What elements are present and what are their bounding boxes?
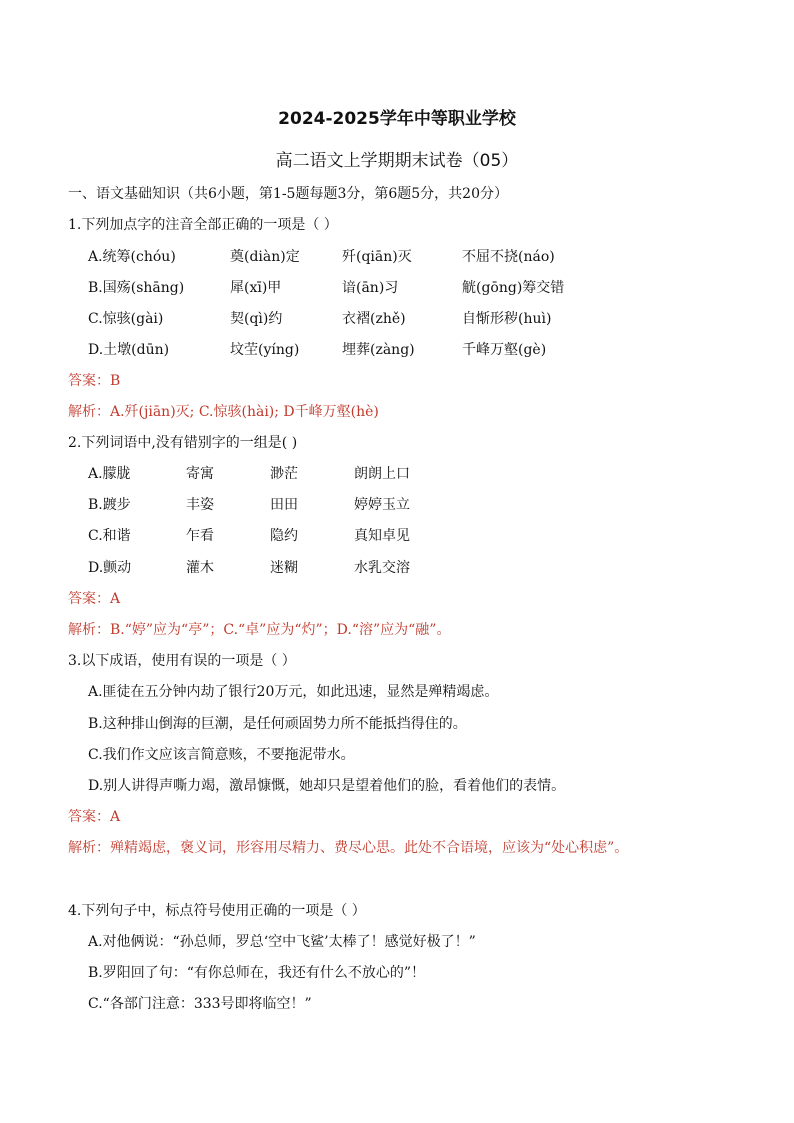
question-3-analysis: 解析：殚精竭虑，褒义词，形容用尽精力、费尽心思。此处不合语境，应该为“处心积虑”。 bbox=[68, 840, 629, 856]
question-2-answer: 答案：A bbox=[68, 591, 121, 607]
question-1-analysis: 解析：A.歼(jiān)灭; C.惊骇(hài); D千峰万壑(hè) bbox=[68, 404, 379, 420]
question-4-option-c: C.“各部门注意：333号即将临空！” bbox=[88, 996, 312, 1012]
option-cell: 犀(xī)甲 bbox=[230, 280, 282, 296]
option-cell: 契(qì)约 bbox=[230, 311, 283, 327]
question-2-analysis: 解析：B.“婷”应为“亭”；C.“卓”应为“灼”；D.“溶”应为“融”。 bbox=[68, 622, 451, 638]
question-1-stem: 1.下列加点字的注音全部正确的一项是（ ） bbox=[68, 217, 338, 233]
question-2-stem: 2.下列词语中,没有错别字的一组是( ) bbox=[68, 435, 298, 451]
option-cell: 觥(gōng)筹交错 bbox=[462, 280, 565, 296]
option-cell: 埋葬(zàng) bbox=[342, 342, 415, 358]
option-cell: 自惭形秽(huì) bbox=[462, 311, 552, 327]
question-1-answer: 答案：B bbox=[68, 373, 121, 389]
question-4-option-b: B.罗阳回了句：“有你总师在，我还有什么不放心的”！ bbox=[88, 965, 426, 981]
exam-title: 2024-2025学年中等职业学校 bbox=[278, 109, 516, 129]
option-cell: A.朦胧 bbox=[88, 466, 131, 482]
question-4-option-a: A.对他俩说：“孙总师，罗总‘空中飞鲨’太棒了！感觉好极了！” bbox=[88, 934, 476, 950]
option-cell: 不屈不挠(náo) bbox=[462, 249, 555, 265]
option-cell: 千峰万壑(gè) bbox=[462, 342, 547, 358]
option-cell: 隐约 bbox=[270, 528, 298, 544]
option-cell: A.统筹(chóu) bbox=[88, 249, 176, 265]
section-heading: 一、语文基础知识（共6小题，第1-5题每题3分，第6题5分，共20分） bbox=[68, 186, 508, 202]
option-cell: 迷糊 bbox=[270, 560, 298, 576]
question-3-option-b: B.这种排山倒海的巨潮，是任何顽固势力所不能抵挡得住的。 bbox=[88, 716, 467, 732]
question-4-stem: 4.下列句子中，标点符号使用正确的一项是（ ） bbox=[68, 903, 366, 919]
question-3-answer: 答案：A bbox=[68, 809, 121, 825]
option-cell: 衣褶(zhě) bbox=[342, 311, 406, 327]
option-cell: D.土墩(dūn) bbox=[88, 342, 170, 358]
option-cell: 坟茔(yíng) bbox=[230, 342, 300, 358]
option-cell: C.和谐 bbox=[88, 528, 131, 544]
option-cell: 渺茫 bbox=[270, 466, 298, 482]
option-cell: 真知卓见 bbox=[354, 528, 410, 544]
option-cell: 婷婷玉立 bbox=[354, 497, 410, 513]
option-cell: 灌木 bbox=[186, 560, 214, 576]
option-cell: 奠(diàn)定 bbox=[230, 249, 300, 265]
question-3-option-c: C.我们作文应该言简意赅，不要拖泥带水。 bbox=[88, 747, 355, 763]
option-cell: B.踱步 bbox=[88, 497, 131, 513]
option-cell: 歼(qiān)灭 bbox=[342, 249, 412, 265]
exam-subtitle: 高二语文上学期期末试卷（05） bbox=[275, 151, 519, 171]
option-cell: 朗朗上口 bbox=[354, 466, 410, 482]
question-3-stem: 3.以下成语，使用有误的一项是（ ） bbox=[68, 653, 296, 669]
question-3-option-a: A.匪徒在五分钟内劫了银行20万元，如此迅速，显然是殚精竭虑。 bbox=[88, 684, 499, 700]
option-cell: B.国殇(shāng) bbox=[88, 280, 185, 296]
option-cell: D.颤动 bbox=[88, 560, 132, 576]
option-cell: C.惊骇(gài) bbox=[88, 311, 164, 327]
option-cell: 谙(ān)习 bbox=[342, 280, 399, 296]
question-3-option-d: D.别人讲得声嘶力竭，激昂慷慨，她却只是望着他们的脸，看着他们的表情。 bbox=[88, 778, 566, 794]
option-cell: 寄寓 bbox=[186, 466, 214, 482]
option-cell: 田田 bbox=[270, 497, 298, 513]
option-cell: 乍看 bbox=[186, 528, 214, 544]
option-cell: 丰姿 bbox=[186, 497, 214, 513]
option-cell: 水乳交溶 bbox=[354, 560, 410, 576]
